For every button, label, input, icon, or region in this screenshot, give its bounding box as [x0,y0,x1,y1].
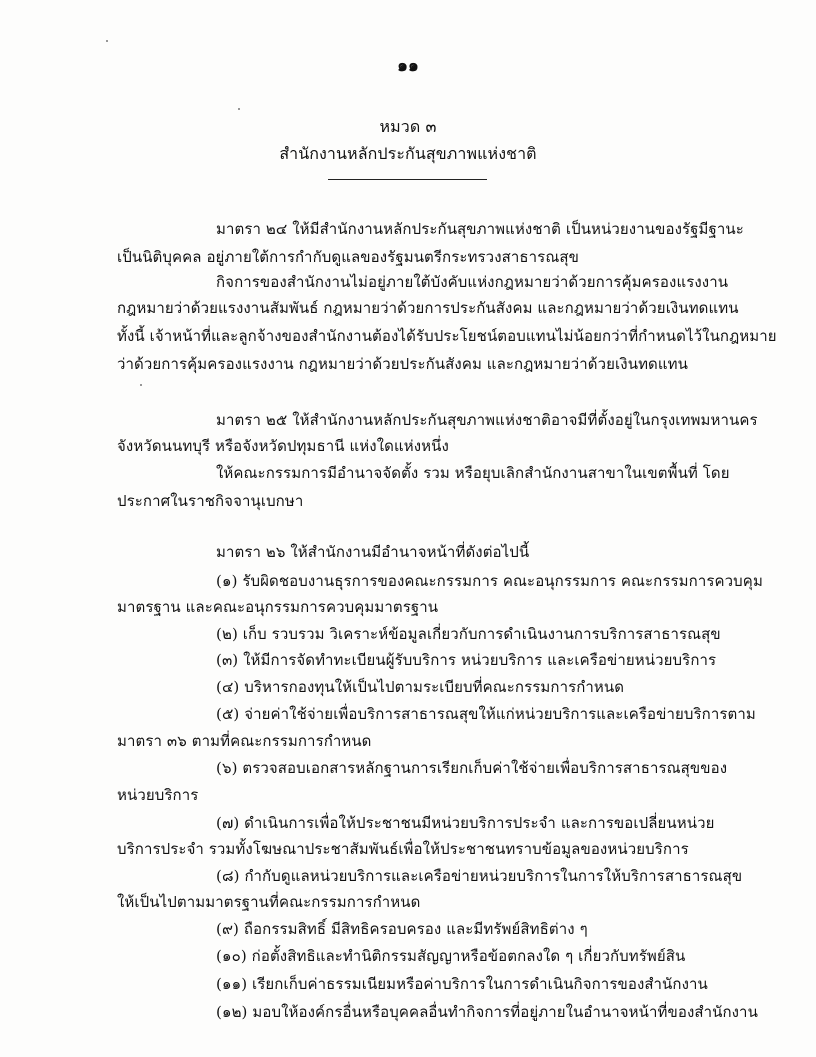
section-24-line-5: ทั้งนี้ เจ้าหน้าที่และลูกจ้างของสำนักงานต้องได้รับประโยชน์ตอบแทนไม่น้อยกว่าที่กำหนดไว้ในกฎหมาย [117,327,777,345]
chapter-heading: หมวด ๓ [379,117,437,136]
section-26-line-1: มาตรา ๒๖ ให้สำนักงานมีอำนาจหน้าที่ดังต่อไปนี้ [216,543,530,561]
section-26-item-5-cont: มาตรา ๓๖ ตามที่คณะกรรมการกำหนด [117,732,372,750]
section-26-item-7-cont: บริการประจำ รวมทั้งโฆษณาประชาสัมพันธ์เพื่อให้ประชาชนทราบข้อมูลของหน่วยบริการ [117,840,689,858]
section-26-item-3: (๓) ให้มีการจัดทำทะเบียนผู้รับบริการ หน่วยบริการ และเครือข่ายหน่วยบริการ [216,651,717,669]
section-26-item-12: (๑๒) มอบให้องค์กรอื่นหรือบุคคลอื่นทำกิจการที่อยู่ภายในอำนาจหน้าที่ของสำนักงาน [216,1003,758,1021]
section-25-line-3: ให้คณะกรรมการมีอำนาจจัดตั้ง รวม หรือยุบเลิกสำนักงานสาขาในเขตพื้นที่ โดย [216,464,730,482]
section-26-item-1: (๑) รับผิดชอบงานธุรการของคณะกรรมการ คณะอนุกรรมการ คณะกรรมการควบคุม [216,572,763,590]
section-24-line-6: ว่าด้วยการคุ้มครองแรงงาน กฎหมายว่าด้วยประกันสังคม และกฎหมายว่าด้วยเงินทดแทน [117,355,689,373]
section-26-item-11: (๑๑) เรียกเก็บค่าธรรมเนียมหรือค่าบริการในการดำเนินกิจการของสำนักงาน [216,975,708,993]
section-26-item-8-cont: ให้เป็นไปตามมาตรฐานที่คณะกรรมการกำหนด [117,893,421,911]
section-25-line-4: ประกาศในราชกิจจานุเบกษา [117,492,304,510]
section-25-line-1: มาตรา ๒๕ ให้สำนักงานหลักประกันสุขภาพแห่งชาติอาจมีที่ตั้งอยู่ในกรุงเทพมหานคร [216,411,758,429]
section-24-line-3: กิจการของสำนักงานไม่อยู่ภายใต้บังคับแห่งกฎหมายว่าด้วยการคุ้มครองแรงงาน [216,273,729,291]
section-26-item-5: (๕) จ่ายค่าใช้จ่ายเพื่อบริการสาธารณสุขให้แก่หน่วยบริการและเครือข่ายบริการตาม [216,705,756,723]
page-number: ๑๑ [397,56,419,76]
section-24-line-1: มาตรา ๒๔ ให้มีสำนักงานหลักประกันสุขภาพแห่งชาติ เป็นหน่วยงานของรัฐมีฐานะ [216,220,744,238]
title-underline [328,179,487,180]
section-26-item-2: (๒) เก็บ รวบรวม วิเคราะห์ข้อมูลเกี่ยวกับการดำเนินงานการบริการสาธารณสุข [216,625,721,643]
scan-speck [140,384,142,386]
section-25-line-2: จังหวัดนนทบุรี หรือจังหวัดปทุมธานี แห่งใดแห่งหนึ่ง [117,437,449,455]
section-26-item-8: (๘) กำกับดูแลหน่วยบริการและเครือข่ายหน่วยบริการในการให้บริการสาธารณสุข [216,867,743,885]
chapter-title: สำนักงานหลักประกันสุขภาพแห่งชาติ [279,144,537,163]
section-26-item-10: (๑๐) ก่อตั้งสิทธิและทำนิติกรรมสัญญาหรือข้อตกลงใด ๆ เกี่ยวกับทรัพย์สิน [216,947,686,965]
scan-speck [238,108,240,110]
scan-speck [106,40,108,42]
section-26-item-6-cont: หน่วยบริการ [117,786,199,804]
section-26-item-4: (๔) บริหารกองทุนให้เป็นไปตามระเบียบที่คณะกรรมการกำหนด [216,678,625,696]
section-26-item-1-cont: มาตรฐาน และคณะอนุกรรมการควบคุมมาตรฐาน [117,598,439,616]
section-26-item-6: (๖) ตรวจสอบเอกสารหลักฐานการเรียกเก็บค่าใช้จ่ายเพื่อบริการสาธารณสุขของ [216,759,728,777]
section-24-line-4: กฎหมายว่าด้วยแรงงานสัมพันธ์ กฎหมายว่าด้วยการประกันสังคม และกฎหมายว่าด้วยเงินทดแทน [117,299,739,317]
section-26-item-7: (๗) ดำเนินการเพื่อให้ประชาชนมีหน่วยบริการประจำ และการขอเปลี่ยนหน่วย [216,814,715,832]
section-24-line-2: เป็นนิติบุคคล อยู่ภายใต้การกำกับดูแลของรัฐมนตรีกระทรวงสาธารณสุข [117,248,579,266]
section-26-item-9: (๙) ถือกรรมสิทธิ์ มีสิทธิครอบครอง และมีทรัพย์สิทธิต่าง ๆ [216,920,588,938]
